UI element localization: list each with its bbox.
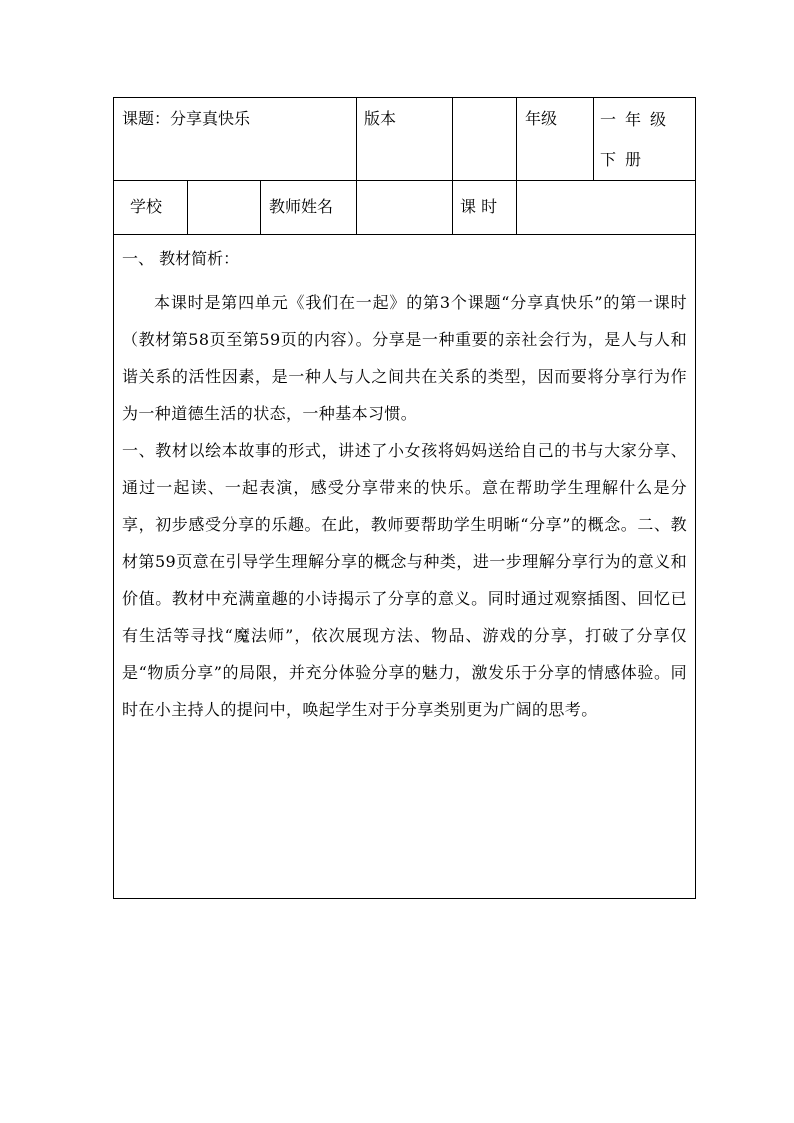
- col-divider: [516, 98, 517, 180]
- analysis-paragraph-2: 一、教材以绘本故事的形式，讲述了小女孩将妈妈送给自己的书与大家分享、通过一起读、一起表演，感受分享带来的快乐。意在帮助学生理解什么是分享，初步感受分享的乐趣。在此，教师要帮助学生明晰“分享”的概念。二、教材第59页意在引导学生理解分享的概念与种类，进一步理解分享行为的意义和价值。教材中充满童趣的小诗揭示了分享的意义。同时通过观察插图、回忆已有生活等寻找“魔法师”，依次展现方法、物品、游戏的分享，打破了分享仅是“物质分享”的局限，并充分体验分享的魅力，激发乐于分享的情感体验。同时在小主持人的提问中，唤起学生对于分享类别更为广阔的思考。: [122, 441, 687, 719]
- analysis-section: [114, 234, 695, 728]
- topic-cell: [122, 100, 352, 138]
- grade-value-cell: [600, 100, 692, 180]
- grade-label: 年级: [525, 109, 558, 128]
- col-divider: [516, 180, 517, 234]
- col-divider: [260, 180, 261, 234]
- analysis-paragraph-1: 本课时是第四单元《我们在一起》的第3个课题“分享真快乐”的第一课时（教材第58页至第59页的内容）。分享是一种重要的亲社会行为，是人与人和谐关系的活性因素，是一种人与人之间共在关系的类型，因而要将分享行为作为一种道德生活的状态，一种基本习惯。: [122, 293, 687, 423]
- period-label-cell: [460, 188, 514, 226]
- col-divider: [593, 98, 594, 180]
- grade-label-cell: [525, 100, 589, 138]
- period-label: 课 时: [460, 197, 498, 216]
- school-label: 学校: [130, 197, 163, 216]
- row-divider-1: [114, 180, 695, 181]
- topic-text: 课题：分享真快乐: [122, 109, 251, 128]
- col-divider: [356, 180, 357, 234]
- teacher-label-cell: [269, 188, 355, 226]
- edition-label-cell: [364, 100, 448, 138]
- lesson-plan-table: [113, 97, 696, 899]
- school-label-cell: [130, 188, 186, 226]
- section-title: 一、 教材简析：: [122, 249, 240, 268]
- col-divider: [452, 98, 453, 180]
- grade-value: 一年级下册: [600, 110, 676, 169]
- edition-label: 版本: [364, 109, 397, 128]
- col-divider: [187, 180, 188, 234]
- col-divider: [356, 98, 357, 180]
- col-divider: [452, 180, 453, 234]
- teacher-label: 教师姓名: [269, 197, 334, 216]
